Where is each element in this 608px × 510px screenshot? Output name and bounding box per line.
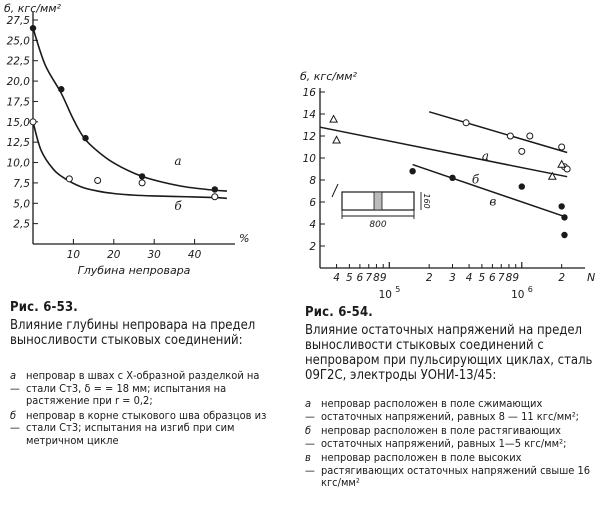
x-decade-base: 10 (378, 289, 392, 301)
y-tick-label: 12 (302, 131, 316, 143)
series-label-a: а (174, 153, 182, 168)
caption-note-b (305, 425, 597, 450)
x-tick-label: 5 (346, 272, 353, 284)
x-tick-label: 6 (356, 272, 364, 284)
x-tick-label: 4 (465, 272, 473, 284)
caption-note-a (305, 398, 597, 423)
point-series-c (561, 232, 567, 238)
point-series-c (519, 183, 525, 189)
note-text: непровар в швах с Х-образной разделкой на стали Ст3, δ = = 18 мм; испытания на растяжение при r = 0,2; (26, 369, 260, 407)
x-axis-label: Глубина непровара (77, 264, 191, 277)
point-series-b (212, 194, 218, 200)
point-series-a (527, 133, 533, 139)
x-tick-label: 7 (365, 272, 373, 284)
point-series-a (507, 133, 513, 139)
point-series-b (30, 119, 36, 125)
x-tick-label: 5 (478, 272, 486, 284)
y-tick-label: 14 (302, 109, 316, 121)
series-label-a: а (481, 149, 490, 164)
x-tick-label: 9 (512, 272, 520, 284)
note-marker: б — (305, 424, 315, 450)
curve-b (33, 122, 227, 199)
y-tick-label: 15,0 (6, 116, 30, 129)
x-decade-exponent: 5 (395, 285, 401, 294)
point-series-a (559, 144, 565, 150)
caption-description-6-53: Влияние глубины непровара на предел выносливости стыковых соединений: (10, 318, 256, 348)
x-tick-label: 20 (107, 249, 121, 261)
point-series-a (30, 25, 36, 31)
point-series-b (330, 116, 337, 123)
point-series-c (409, 168, 415, 174)
x-tick-label: 8 (373, 272, 380, 284)
chart-fig-6-53 (4, 2, 249, 277)
point-series-c (558, 203, 564, 209)
y-tick-label: 6 (309, 197, 316, 209)
curve-a (33, 28, 227, 191)
x-tick-label: 10 (66, 249, 81, 261)
y-tick-label: 20,0 (6, 76, 30, 89)
x-tick-label: 6 (489, 272, 496, 284)
point-series-b (139, 180, 145, 186)
line-series-a (429, 112, 567, 153)
y-tick-label: 10,0 (6, 157, 30, 170)
specimen-inset (332, 184, 431, 230)
x-tick-label: 4 (333, 272, 340, 284)
y-tick-label: 2,5 (13, 218, 30, 231)
series-label-b: б (174, 198, 182, 213)
note-marker: б — (10, 408, 20, 434)
y-tick-label: 10 (302, 153, 316, 165)
note-marker: а — (10, 369, 20, 395)
y-tick-label: 7,5 (13, 177, 30, 190)
x-tick-label: 30 (147, 249, 161, 261)
y-axis-label: б, кгс/мм² (4, 2, 61, 15)
note-text: непровар расположен в поле растягивающих остаточных напряжений, равных 1—5 кгс/мм²; (321, 424, 567, 450)
point-series-b (333, 136, 340, 143)
caption-description-6-54: Влияние остаточных напряжений на предел выносливости стыковых соединений с непроваром при пульсирующих циклах, сталь 09Г2С, электроды УОНИ-13/45: (305, 323, 593, 383)
y-tick-label: 5,0 (13, 198, 30, 211)
weld-seam (374, 192, 382, 210)
x-tick-label: 3 (449, 272, 456, 284)
y-axis-label: б, кгс/мм² (300, 70, 357, 83)
x-tick-label: 8 (505, 272, 513, 284)
note-text: непровар расположен в поле высоких растягивающих остаточных напряжений свыше 16 кгс/мм² (321, 451, 591, 489)
chart-fig-6-54 (300, 70, 595, 301)
x-tick-label: 9 (379, 272, 387, 284)
note-marker: а — (305, 397, 315, 423)
note-marker: в — (305, 451, 315, 477)
x-axis-label: N (587, 271, 596, 284)
point-series-a (82, 135, 88, 141)
y-tick-label: 22,5 (6, 55, 30, 68)
caption-note-b (10, 410, 286, 448)
point-series-c (449, 175, 455, 181)
x-tick-label: 40 (187, 249, 202, 261)
x-tick-label: 2 (425, 272, 433, 284)
caption-figure-6-53: Рис. 6-53. (10, 300, 78, 315)
series-label-v: в (489, 194, 497, 209)
point-series-a (463, 120, 469, 126)
y-tick-label: 25,0 (6, 35, 30, 48)
dimension-length-label: 800 (369, 220, 387, 230)
note-text: непровар расположен в поле сжимающих остаточных напряжений, равных 8 — 11 кгс/мм²; (321, 397, 579, 423)
y-tick-label: 4 (309, 219, 316, 231)
x-tick-label: 7 (497, 272, 505, 284)
point-series-b (95, 177, 101, 183)
y-tick-label: 16 (302, 87, 316, 99)
caption-note-a (10, 370, 286, 408)
dimension-height-label: 160 (422, 193, 431, 209)
y-tick-label: 12,5 (6, 137, 30, 150)
caption-note-c (305, 452, 597, 490)
caption-notes-6-53 (10, 370, 286, 447)
point-series-c (561, 214, 567, 220)
note-text: непровар в корне стыкового шва образцов из стали Ст3; испытания на изгиб при сим метричном цикле (26, 408, 267, 447)
point-series-a (519, 148, 525, 154)
x-unit-label: % (239, 232, 250, 245)
point-series-b (66, 176, 72, 182)
point-series-a (139, 173, 145, 179)
y-tick-label: 27,5 (6, 15, 30, 27)
x-tick-label: 2 (558, 272, 566, 284)
y-tick-label: 2 (309, 241, 316, 253)
y-tick-label: 17,5 (6, 96, 30, 109)
series-label-b: б (471, 172, 480, 187)
x-decade-exponent: 6 (527, 285, 533, 294)
caption-notes-6-54 (305, 398, 597, 490)
x-decade-base: 10 (511, 289, 525, 301)
point-series-a (212, 186, 218, 192)
point-series-a (58, 86, 64, 92)
inset-lead-line (332, 184, 338, 197)
caption-figure-6-54: Рис. 6-54. (305, 305, 373, 320)
y-tick-label: 8 (309, 175, 316, 187)
